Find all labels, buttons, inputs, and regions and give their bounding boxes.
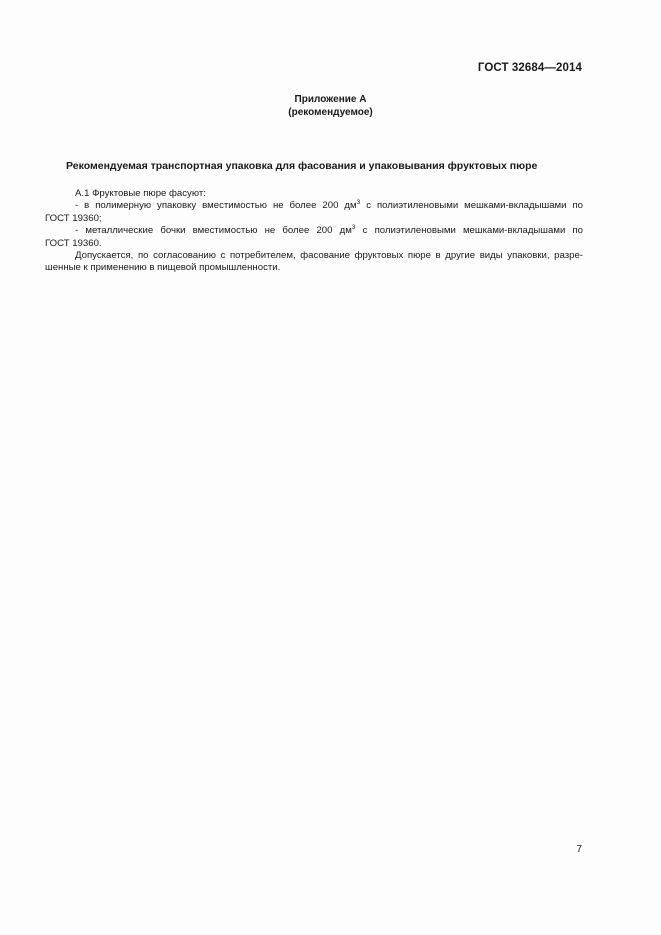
body-text <box>45 188 583 275</box>
section-heading: Рекомендуемая транспортная упаковка для фасования и упаковывания фруктовых пюре <box>66 160 538 172</box>
list-item-1-text-post: с полиэтиленовыми мешками-вкладышами по <box>360 200 584 212</box>
superscript-3: 3 <box>351 224 356 232</box>
paragraph-permission-line1: Допускается, по согласованию с потребителем, фасование фруктовых пюре в другие виды упаковки, разре- <box>75 250 583 262</box>
appendix-title: Приложение А <box>294 94 367 105</box>
list-item-1-line1 <box>45 200 583 212</box>
list-item-2-text-post: с полиэтиленовыми мешками-вкладышами по <box>355 225 583 237</box>
paragraph-permission-line2: шенные к применению в пищевой промышленности. <box>45 262 281 274</box>
list-item-2-text-pre: - металлические бочки вместимостью не более 200 дм <box>75 225 352 237</box>
standard-code: ГОСТ 32684—2014 <box>477 62 582 74</box>
list-item-1-text-pre: - в полимерную упаковку вместимостью не более 200 дм <box>75 200 357 212</box>
appendix-title-block <box>0 93 661 119</box>
list-item-1-line2: ГОСТ 19360; <box>45 212 102 224</box>
list-item-2-line1 <box>45 225 583 237</box>
paragraph-a1: А.1 Фруктовые пюре фасуют: <box>75 188 206 199</box>
appendix-status: (рекомендуемое) <box>288 107 373 118</box>
superscript-3: 3 <box>356 199 361 207</box>
list-item-2-line2: ГОСТ 19360. <box>45 237 102 249</box>
page-number: 7 <box>576 844 582 855</box>
